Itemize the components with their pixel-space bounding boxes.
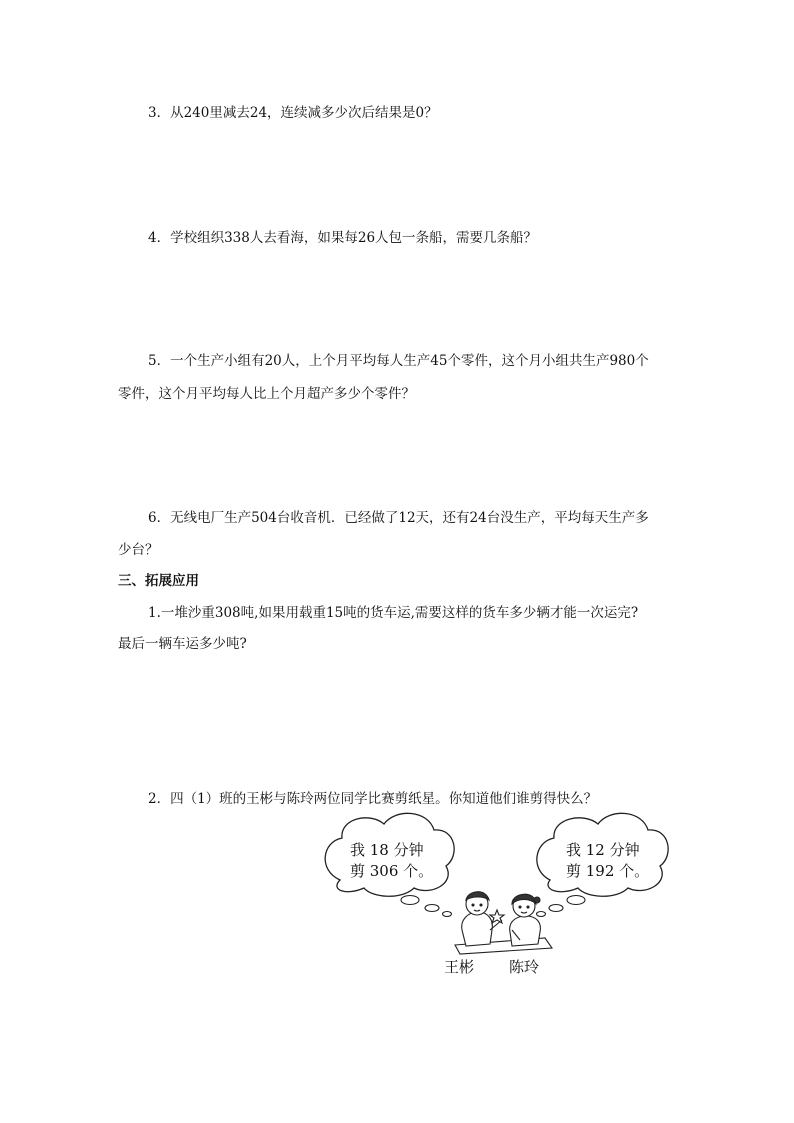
question-4: 4．学校组织338人去看海，如果每26人包一条船，需要几条船？ <box>148 230 538 246</box>
girl-figure <box>510 894 541 946</box>
problem-2: 2．四（1）班的王彬与陈玲两位同学比赛剪纸星。你知道他们谁剪得快么？ <box>148 791 598 807</box>
bubble-left-line-2: 剪 306 个。 <box>350 862 434 880</box>
thought-bubble-left <box>325 813 454 916</box>
bubble-right-line-1: 我 12 分钟 <box>566 841 640 859</box>
name-label-left: 王彬 <box>444 958 475 976</box>
question-6-line-1: 6．无线电厂生产504台收音机．已经做了12天，还有24台没生产，平均每天生产多 <box>148 510 649 526</box>
bubble-left-line-1: 我 18 分钟 <box>350 841 424 859</box>
thought-bubble-right <box>537 813 669 916</box>
question-6-line-2: 少台？ <box>118 542 159 558</box>
problem-1-line-2: 最后一辆车运多少吨? <box>118 636 247 652</box>
children-illustration <box>455 892 552 954</box>
question-5-line-1: 5．一个生产小组有20人，上个月平均每人生产45个零件，这个月小组共生产980个 <box>148 353 649 369</box>
section-heading: 三、拓展应用 <box>118 573 199 589</box>
problem-1-line-1: 1.一堆沙重308吨,如果用载重15吨的货车运,需要这样的货车多少辆才能一次运完? <box>148 605 639 621</box>
question-3: 3．从240里减去24，连续减多少次后结果是0？ <box>148 105 438 121</box>
name-label-right: 陈玲 <box>509 958 540 976</box>
question-5-line-2: 零件，这个月平均每人比上个月超产多少个零件？ <box>118 386 415 402</box>
bubble-right-line-2: 剪 192 个。 <box>566 862 650 880</box>
